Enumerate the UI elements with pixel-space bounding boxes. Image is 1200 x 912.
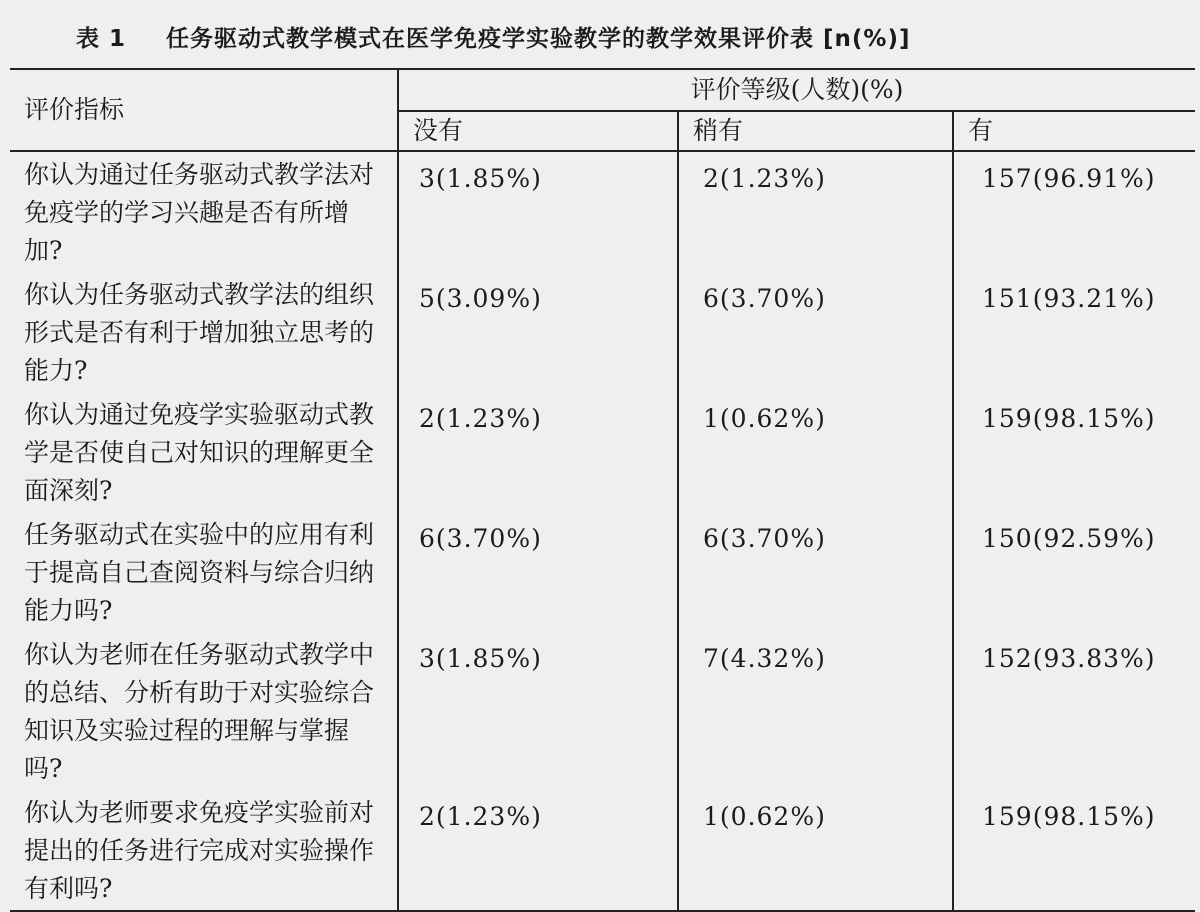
value-slight: 1(0.62%) xyxy=(678,392,953,512)
table-body xyxy=(10,151,1195,911)
value-slight: 6(3.70%) xyxy=(678,512,953,632)
table-row xyxy=(10,632,1195,790)
indicator-question: 你认为通过任务驱动式教学法对免疫学的学习兴趣是否有所增加? xyxy=(10,151,398,272)
table-row xyxy=(10,272,1195,392)
indicator-question: 你认为老师要求免疫学实验前对提出的任务进行完成对实验操作有利吗? xyxy=(10,790,398,911)
value-yes: 157(96.91%) xyxy=(982,164,1156,193)
table-number: 表 1 xyxy=(76,25,127,52)
value-none: 6(3.70%) xyxy=(398,512,678,632)
value-slight: 2(1.23%) xyxy=(678,151,953,272)
rating-level-header: 评价等级(人数)(%) xyxy=(398,69,1195,111)
indicator-question: 你认为任务驱动式教学法的组织形式是否有利于增加独立思考的能力? xyxy=(10,272,398,392)
value-yes: 150(92.59%) xyxy=(982,524,1156,553)
indicator-question: 你认为老师在任务驱动式教学中的总结、分析有助于对实验综合知识及实验过程的理解与掌握吗? xyxy=(10,632,398,790)
level-header-none: 没有 xyxy=(398,111,678,151)
evaluation-table xyxy=(10,68,1195,912)
table-row xyxy=(10,151,1195,272)
indicator-header: 评价指标 xyxy=(10,69,398,151)
value-slight: 7(4.32%) xyxy=(678,632,953,790)
table-row xyxy=(10,392,1195,512)
value-slight: 1(0.62%) xyxy=(678,790,953,911)
table-title: 任务驱动式教学模式在医学免疫学实验教学的教学效果评价表 [n(%)] xyxy=(166,25,911,52)
value-none: 3(1.85%) xyxy=(398,151,678,272)
value-none: 2(1.23%) xyxy=(398,790,678,911)
level-header-yes: 有 xyxy=(953,111,1195,151)
table-caption xyxy=(76,14,1186,58)
level-header-slight: 稍有 xyxy=(678,111,953,151)
table-row xyxy=(10,512,1195,632)
value-yes: 159(98.15%) xyxy=(982,404,1156,433)
indicator-question: 任务驱动式在实验中的应用有利于提高自己查阅资料与综合归纳能力吗? xyxy=(10,512,398,632)
value-slight: 6(3.70%) xyxy=(678,272,953,392)
value-none: 3(1.85%) xyxy=(398,632,678,790)
value-none: 5(3.09%) xyxy=(398,272,678,392)
value-yes: 151(93.21%) xyxy=(982,284,1156,313)
table-row xyxy=(10,790,1195,911)
value-yes: 159(98.15%) xyxy=(953,790,1195,911)
indicator-question: 你认为通过免疫学实验驱动式教学是否使自己对知识的理解更全面深刻? xyxy=(10,392,398,512)
value-yes: 152(93.83%) xyxy=(982,644,1156,673)
table-header xyxy=(10,69,1195,151)
value-none: 2(1.23%) xyxy=(398,392,678,512)
